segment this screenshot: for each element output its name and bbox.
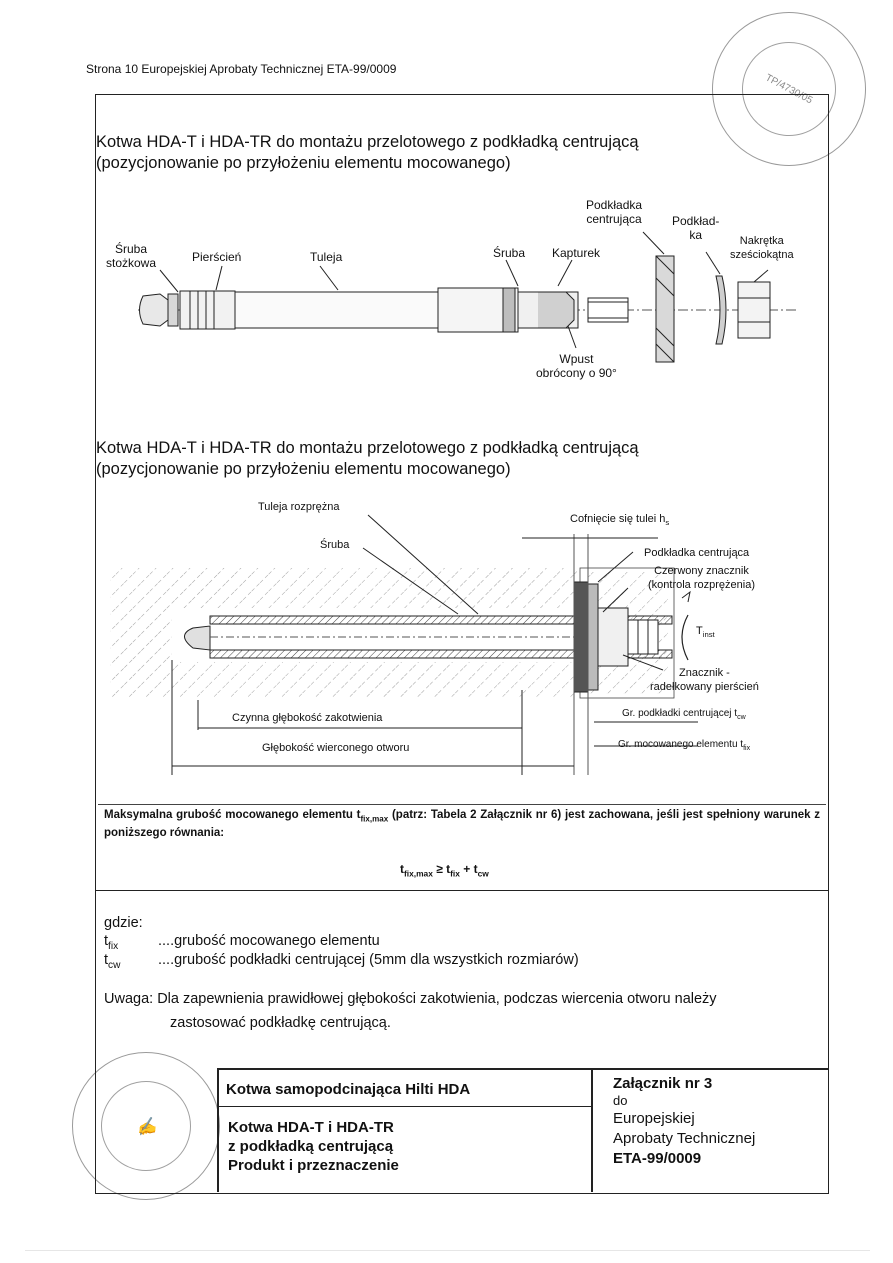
table-top-rule (217, 1068, 829, 1070)
label-podkladka: Podkład- ka (672, 214, 720, 242)
label-sruba-1: Śruba (493, 246, 526, 260)
label-tuleja: Tuleja (310, 250, 343, 264)
footer-product-name: Kotwa samopodcinająca Hilti HDA (226, 1081, 471, 1098)
page-bottom-rule (25, 1250, 870, 1251)
label-nakretka: Nakrętka sześciokątna (730, 235, 794, 261)
label-podkladka-centrujaca-2: Podkładka centrująca (644, 547, 750, 559)
remark-line-1: Uwaga: Dla zapewnienia prawidłowej głębokości zakotwienia, podczas wiercenia otworu należy (104, 991, 717, 1007)
table-left-rule (217, 1068, 219, 1192)
page-header: Strona 10 Europejskiej Aprobaty Technicznej ETA-99/0009 (86, 62, 397, 76)
label-znacznik: Znacznik - radełkowany pierścień (650, 667, 759, 693)
label-sruba-stozkowa: Śruba stożkowa (106, 242, 157, 270)
section2-title: Kotwa HDA-T i HDA-TR do montażu przelotowego z podkładką centrującą (pozycjonowanie po przyłożeniu elementu mocowanego) (96, 439, 639, 478)
table-mid-rule (591, 1068, 593, 1192)
label-czerwony-znacznik: Czerwony znacznik (kontrola rozprężenia) (648, 565, 755, 591)
section1-title: Kotwa HDA-T i HDA-TR do montażu przelotowego z podkładką centrującą (pozycjonowanie po przyłożeniu elementu mocowanego) (96, 133, 639, 172)
formula: $t_{fix,max} \ge t_{fix} + t_{cw}$ (400, 862, 489, 879)
table-row-rule (217, 1106, 591, 1107)
stamp-number: TP/4730/05 (763, 72, 815, 106)
label-tinst: $T_{inst}$ (696, 625, 715, 640)
footer-annex: Załącznik nr 3 do Europejskiej Aprobaty Technicznej ETA-99/0009 (613, 1075, 756, 1167)
note-bottom-rule (96, 890, 828, 891)
label-czynna-glebokosc: Czynna głębokość zakotwienia (232, 712, 383, 724)
label-gr-podkladki: Gr. podkładki centrującej $t_{cw}$ (622, 708, 746, 721)
definition-tfix-symbol: $t_{fix}$ (104, 933, 119, 952)
label-gr-mocowanego: Gr. mocowanego elementu $t_{fix}$ (618, 739, 751, 752)
label-kapturek: Kapturek (552, 246, 601, 260)
label-cofniecie: Cofnięcie się tulei $h_s$ (570, 513, 670, 528)
label-podkladka-centrujaca: Podkładka centrująca (586, 198, 643, 226)
stamp-signature-icon: ✍ (134, 1114, 158, 1138)
label-tuleja-rozprezna: Tuleja rozprężna (258, 501, 340, 513)
definition-tcw-symbol: $t_{cw}$ (104, 952, 121, 971)
footer-description: Kotwa HDA-T i HDA-TR z podkładką centrującą Produkt i przeznaczenie (228, 1119, 399, 1174)
note-text: Maksymalna grubość mocowanego elementu $t_{fix,max}$ (patrz: Tabela 2 Załącznik nr 6) jest zachowana, jeśli jest spełniony warunek z poniższego równania: (104, 809, 821, 840)
label-glebokosc-otworu: Głębokość wierconego otworu (262, 742, 410, 754)
remark-line-2: zastosować podkładkę centrującą. (170, 1015, 391, 1031)
label-sruba-2: Śruba (320, 539, 350, 551)
definition-tfix-text: ....grubość mocowanego elementu (158, 933, 380, 949)
definitions-intro: gdzie: (104, 915, 143, 931)
definition-tcw-text: ....grubość podkładki centrującej (5mm dla wszystkich rozmiarów) (158, 952, 579, 968)
label-wpust: Wpust obrócony o 90° (536, 352, 617, 380)
installed-anchor-drawing (98, 490, 828, 780)
label-pierscien: Pierścień (192, 250, 242, 264)
